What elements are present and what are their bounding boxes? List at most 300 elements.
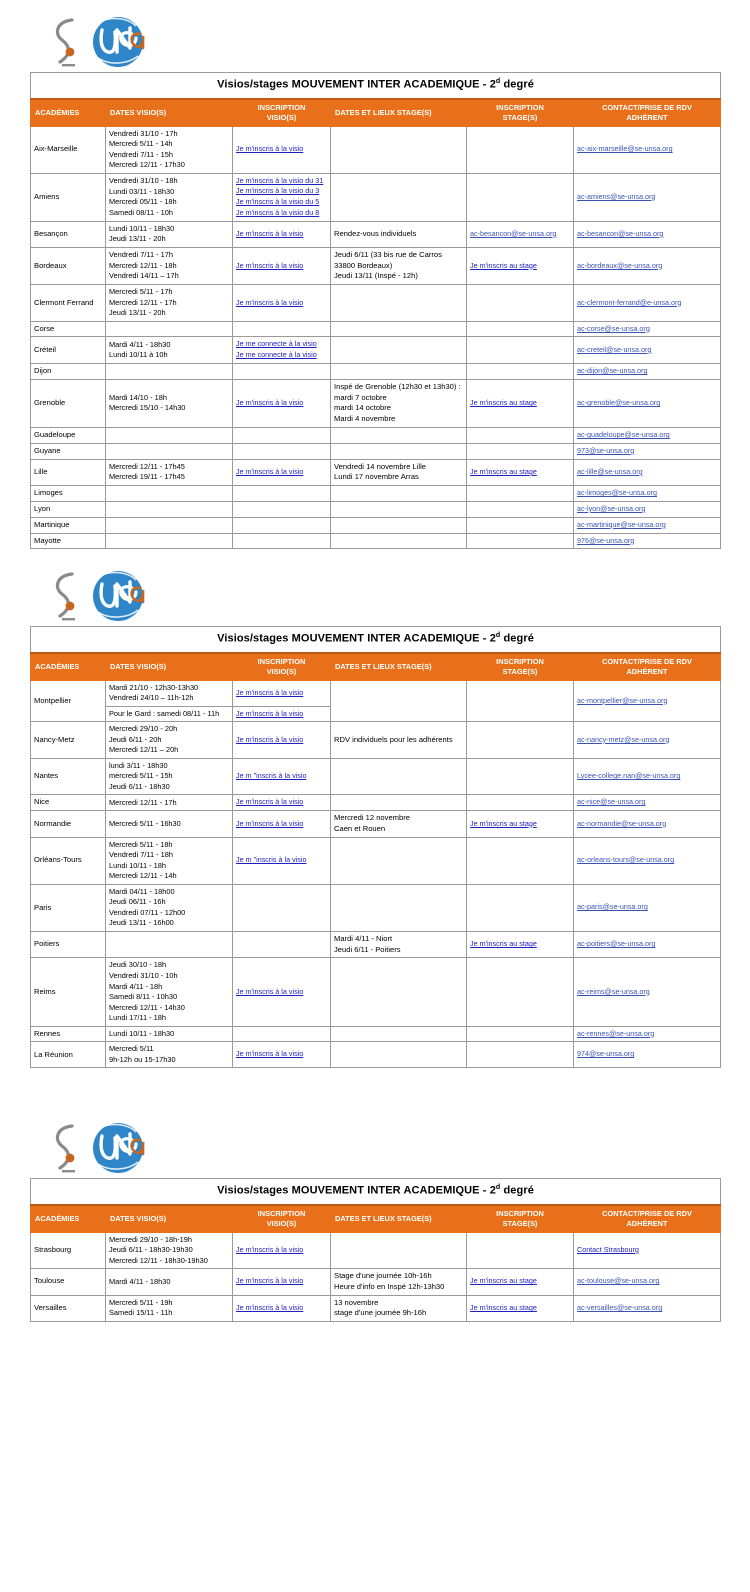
registration-link[interactable]: Je m'inscris à la visio <box>236 1303 304 1312</box>
schedule-table-1-wrapper <box>30 72 720 549</box>
header-text-line: VISIO(S) <box>266 112 297 122</box>
date-line: Mardi 4/11 - 18h <box>109 981 163 991</box>
se-unsa-logo <box>44 1120 750 1178</box>
email-link[interactable]: ac-toulouse@se-unsa.org <box>577 1276 660 1286</box>
contact-cell <box>574 1042 721 1068</box>
date-line: Mercredi 05/11 - 18h <box>109 197 177 207</box>
academie-name: Créteil <box>34 344 56 354</box>
dates-lieux-stage-cell <box>331 321 467 337</box>
inscription-visio-cell <box>233 811 331 838</box>
dates-lieux-stage-cell <box>331 517 467 533</box>
registration-link[interactable]: Je m'inscris à la visio <box>236 466 304 476</box>
email-link[interactable]: ac-martinique@se-unsa.org <box>577 519 666 529</box>
cell-text-line: Jeudi 6/11 - Poitiers <box>334 944 401 954</box>
header-text-line: STAGE(S) <box>502 1218 538 1228</box>
date-line: Jeudi 13/11 - 20h <box>109 308 166 318</box>
date-line: Mercredi 12/11 - 14h <box>109 871 177 881</box>
dates-lieux-stage-cell <box>331 221 467 247</box>
academie-name: Nancy-Metz <box>34 734 75 744</box>
date-line: Mercredi 15/10 - 14h30 <box>109 403 186 413</box>
contact-cell <box>574 443 721 459</box>
email-link[interactable]: ac-nice@se-unsa.org <box>577 797 646 807</box>
inscription-stage-cell <box>467 795 574 811</box>
header-text-line: DATES ET LIEUX STAGE(S) <box>335 662 432 672</box>
academie-cell <box>31 364 106 380</box>
email-link[interactable]: ac-aix-marseille@se-unsa.org <box>577 144 673 154</box>
registration-link[interactable]: Je me connecte à la visio <box>236 339 317 349</box>
column-header-contact <box>574 653 721 680</box>
inscription-visio-cell <box>233 364 331 380</box>
registration-link[interactable]: Je m'inscris à la visio <box>236 986 304 996</box>
cell-text-line: Heure d'info en Inspé 12h-13h30 <box>334 1281 445 1291</box>
registration-link[interactable]: Je m'inscris à la visio <box>236 1049 304 1059</box>
dates-lieux-stage-cell <box>331 247 467 284</box>
registration-link[interactable]: Je m'inscris à la visio <box>236 797 304 807</box>
inscription-visio-cell <box>233 321 331 337</box>
cell-text-line: Mercredi 12 novembre <box>334 813 410 823</box>
date-line: Jeudi 06/11 - 16h <box>109 897 166 907</box>
date-line: Mardi 04/11 - 18h00 <box>109 886 175 896</box>
dates-visio-cell <box>106 443 233 459</box>
academie-name: Guadeloupe <box>34 430 76 439</box>
date-line: Mercredi 5/11 - 18h <box>109 839 173 849</box>
academie-cell <box>31 126 106 173</box>
column-header-academies <box>31 1205 106 1232</box>
inscription-stage-cell <box>467 379 574 427</box>
email-link[interactable]: ac-dijon@se-unsa.org <box>577 366 648 376</box>
registration-link[interactable]: Je m'inscris à la visio <box>236 144 304 154</box>
table-row <box>31 1042 721 1068</box>
contact-cell <box>574 501 721 517</box>
email-link[interactable]: ac-grenoble@se-unsa.org <box>577 398 661 408</box>
dates-lieux-stage-cell <box>331 459 467 486</box>
email-link[interactable]: ac-creteil@se-unsa.org <box>577 344 652 354</box>
table-row <box>31 173 721 221</box>
registration-link[interactable]: Je m'inscris à la visio <box>236 228 304 238</box>
column-header-dates-lieux-stage <box>331 99 467 126</box>
header-text-line: INSCRIPTION <box>257 1209 306 1219</box>
date-line: Samedi 8/11 - 10h30 <box>109 992 178 1002</box>
header-text-line: DATES ET LIEUX STAGE(S) <box>335 108 432 118</box>
inscription-stage-cell <box>467 428 574 444</box>
academie-cell <box>31 795 106 811</box>
email-link[interactable]: ac-rennes@se-unsa.org <box>577 1028 655 1038</box>
table-row <box>31 795 721 811</box>
schedule-table-1 <box>30 72 721 549</box>
inscription-stage-cell <box>467 1295 574 1322</box>
schedule-table-3-wrapper <box>30 1178 720 1322</box>
table-row <box>31 126 721 173</box>
inscription-visio-cell <box>233 958 331 1026</box>
academie-cell <box>31 837 106 884</box>
date-line: Samedi 08/11 - 10h <box>109 207 173 217</box>
dates-lieux-stage-cell <box>331 285 467 322</box>
date-line: Vendredi 14/11 – 17h <box>109 271 179 281</box>
academie-cell <box>31 1269 106 1296</box>
column-header-contact <box>574 1205 721 1232</box>
contact-cell <box>574 247 721 284</box>
table-row <box>31 517 721 533</box>
academie-cell <box>31 958 106 1026</box>
date-line: Vendredi 31/10 - 17h <box>109 128 178 138</box>
email-link[interactable]: ac-besancon@se-unsa.org <box>470 228 557 238</box>
date-line: Mercredi 12/11 - 17h <box>109 297 177 307</box>
table-row <box>31 884 721 931</box>
contact-cell <box>574 459 721 486</box>
academie-name: Paris <box>34 902 52 912</box>
inscription-stage-cell <box>467 517 574 533</box>
cell-text-line: mardi 14 octobre <box>334 403 391 413</box>
academie-cell <box>31 221 106 247</box>
date-line: Vendredi 7/11 - 18h <box>109 850 173 860</box>
document-page-2 <box>0 568 750 1068</box>
contact-cell <box>574 837 721 884</box>
date-line: Mercredi 29/10 - 18h-19h <box>109 1234 192 1244</box>
header-text-line: INSCRIPTION <box>496 1209 544 1219</box>
schedule-table-3 <box>30 1178 721 1322</box>
column-header-inscription-visio <box>233 99 331 126</box>
email-link[interactable]: 974@se-unsa.org <box>577 1049 635 1059</box>
date-line: Mercredi 5/11 - 19h <box>109 1297 173 1307</box>
header-text-line: DATES VISIO(S) <box>110 1214 167 1224</box>
date-line: Jeudi 6/11 - 18h30 <box>109 781 170 791</box>
dates-visio-cell <box>106 321 233 337</box>
inscription-stage-cell <box>467 364 574 380</box>
registration-link[interactable]: Je m'inscris à la visio du 31 <box>236 175 324 185</box>
dates-lieux-stage-cell <box>331 443 467 459</box>
contact-cell <box>574 758 721 795</box>
academie-name: Clermont Ferrand <box>34 297 94 307</box>
table-row <box>31 221 721 247</box>
header-text-line: INSCRIPTION <box>496 103 544 113</box>
date-line: Mercredi 29/10 - 20h <box>109 724 178 734</box>
academie-name: Strasbourg <box>34 1244 72 1254</box>
dates-visio-cell <box>106 533 233 549</box>
date-line: Vendredi 7/11 - 17h <box>109 250 173 260</box>
registration-link[interactable]: Je m'inscris à la visio <box>236 297 304 307</box>
registration-link[interactable]: Je m'inscris au stage <box>470 466 537 476</box>
academie-cell <box>31 501 106 517</box>
header-text-line: ACADÉMIES <box>35 108 80 118</box>
inscription-stage-cell <box>467 501 574 517</box>
dates-lieux-stage-cell <box>331 428 467 444</box>
inscription-visio-cell <box>233 337 331 364</box>
contact-cell <box>574 221 721 247</box>
dates-lieux-stage-cell <box>331 364 467 380</box>
dates-visio-cell <box>106 486 233 502</box>
email-link[interactable]: ac-poitiers@se-unsa.org <box>577 939 656 949</box>
registration-link[interactable]: Je m'inscris à la visio <box>236 818 304 828</box>
academie-name: Besançon <box>34 228 68 238</box>
table-title-row <box>31 73 721 100</box>
date-line: Lundi 03/11 - 18h30 <box>109 186 175 196</box>
table-title: Visios/stages MOUVEMENT INTER ACADEMIQUE - 2$^d$ degré <box>31 1179 721 1206</box>
date-line: Mardi 4/11 - 18h30 <box>109 339 171 349</box>
date-line: Jeudi 6/11 - 18h30-19h30 <box>109 1245 193 1255</box>
inscription-visio-cell <box>233 795 331 811</box>
table-row <box>31 364 721 380</box>
contact-cell <box>574 722 721 759</box>
table-row <box>31 958 721 1026</box>
registration-link[interactable]: Je m'inscris à la visio <box>236 398 304 408</box>
cell-text-line: Stage d'une journée 10h-16h <box>334 1271 432 1281</box>
inscription-visio-cell <box>233 837 331 884</box>
cell-text-line: Inspé de Grenoble (12h30 et 13h30) : <box>334 381 461 391</box>
table-row <box>31 247 721 284</box>
inscription-visio-cell <box>233 285 331 322</box>
logo-graphic <box>44 568 154 626</box>
email-link[interactable]: ac-paris@se-unsa.org <box>577 902 648 912</box>
dates-lieux-stage-cell <box>331 758 467 795</box>
date-line: mercredi 5/11 - 15h <box>109 771 173 781</box>
dates-visio-cell <box>106 884 233 931</box>
email-link[interactable]: ac-lyon@se-unsa.org <box>577 503 646 513</box>
date-line: Mercredi 5/11 - 16h30 <box>109 818 181 828</box>
academie-name: Reims <box>34 986 56 996</box>
academie-name: Aix-Marseille <box>34 144 78 154</box>
academie-cell <box>31 811 106 838</box>
registration-link[interactable]: Je me connecte à la visio <box>236 350 317 360</box>
table-row <box>31 722 721 759</box>
email-link[interactable]: ac-versailles@se-unsa.org <box>577 1303 663 1312</box>
dates-visio-cell <box>106 517 233 533</box>
dates-visio-cell <box>106 428 233 444</box>
inscription-stage-cell <box>467 931 574 958</box>
date-line: Jeudi 6/11 - 20h <box>109 734 162 744</box>
date-line: Lundi 10/11 - 18h30 <box>109 223 175 233</box>
academie-name: Martinique <box>34 519 70 529</box>
inscription-visio-cell <box>233 758 331 795</box>
dates-visio-cell <box>106 837 233 884</box>
academie-name: Guyane <box>34 445 61 455</box>
email-link[interactable]: ac-lille@se-unsa.org <box>577 466 643 476</box>
dates-visio-cell <box>106 958 233 1026</box>
dates-visio-cell <box>106 459 233 486</box>
header-text-line: CONTACT/PRISE DE RDV <box>602 1209 692 1219</box>
registration-link[interactable]: Je m'inscris au stage <box>470 1303 537 1312</box>
dates-visio-cell <box>106 379 233 427</box>
email-link[interactable]: ac-amiens@se-unsa.org <box>577 191 656 201</box>
dates-lieux-stage-cell <box>331 1042 467 1068</box>
email-link[interactable]: ac-orleans-tours@se-unsa.org <box>577 855 675 865</box>
academie-cell <box>31 722 106 759</box>
date-line: Mercredi 12/11 - 14h30 <box>109 1002 185 1012</box>
inscription-stage-cell <box>467 459 574 486</box>
cell-text-line: Jeudi 6/11 (33 bis rue de Carros <box>334 249 442 259</box>
registration-link[interactable]: Je m'inscris à la visio du 3 <box>236 186 320 196</box>
registration-link[interactable]: Je m'inscris au stage <box>470 1276 537 1286</box>
email-link[interactable]: ac-nancy-metz@se-unsa.org <box>577 734 670 744</box>
academie-name: Lille <box>34 466 48 476</box>
header-text-line: ADHÉRENT <box>626 666 668 676</box>
academie-cell <box>31 443 106 459</box>
header-text-line: INSCRIPTION <box>496 657 544 667</box>
date-line: Vendredi 07/11 - 12h00 <box>109 907 186 917</box>
cell-text-line: stage d'une journée 9h-16h <box>334 1308 427 1318</box>
academie-name: La Réunion <box>34 1049 73 1059</box>
inscription-stage-cell <box>467 680 574 722</box>
registration-link[interactable]: Je m'inscris à la visio <box>236 260 304 270</box>
academie-cell <box>31 379 106 427</box>
cell-text-line: Mardi 4 novembre <box>334 414 396 424</box>
table-row <box>31 337 721 364</box>
email-link[interactable]: ac-reims@se-unsa.org <box>577 986 650 996</box>
inscription-stage-cell <box>467 1269 574 1296</box>
registration-link[interactable]: Je m "inscris à la visio <box>236 771 307 781</box>
dates-visio-cell <box>106 1026 233 1042</box>
contact-cell <box>574 517 721 533</box>
email-link[interactable]: ac-montpellier@se-unsa.org <box>577 695 668 705</box>
column-header-inscription-visio <box>233 1205 331 1232</box>
email-link[interactable]: ac-bordeaux@se-unsa.org <box>577 260 663 270</box>
academie-cell <box>31 680 106 722</box>
dates-visio-cell <box>106 221 233 247</box>
inscription-visio-cell <box>233 706 331 722</box>
date-line: Pour le Gard : samedi 08/11 - 11h <box>109 708 220 718</box>
dates-lieux-stage-cell <box>331 1269 467 1296</box>
inscription-visio-cell <box>233 443 331 459</box>
table-title-row <box>31 627 721 654</box>
academie-name: Versailles <box>34 1303 67 1313</box>
schedule-table-2 <box>30 626 721 1068</box>
email-link[interactable]: ac-guadeloupe@se-unsa.org <box>577 430 670 439</box>
table-row <box>31 931 721 958</box>
header-text-line: INSCRIPTION <box>257 657 306 667</box>
table-row <box>31 501 721 517</box>
table-row <box>31 486 721 502</box>
table-title: Visios/stages MOUVEMENT INTER ACADEMIQUE - 2$^d$ degré <box>31 627 721 654</box>
registration-link[interactable]: Je m'inscris au stage <box>470 939 537 949</box>
date-line: Mercredi 19/11 - 17h45 <box>109 472 185 482</box>
registration-link[interactable]: Je m "inscris à la visio <box>236 855 307 865</box>
dates-visio-cell <box>106 1232 233 1269</box>
email-link[interactable]: ac-besancon@se-unsa.org <box>577 228 664 238</box>
contact-cell <box>574 1269 721 1296</box>
dates-lieux-stage-cell <box>331 811 467 838</box>
inscription-stage-cell <box>467 533 574 549</box>
column-header-academies <box>31 99 106 126</box>
registration-link[interactable]: Je m'inscris au stage <box>470 818 537 828</box>
inscription-visio-cell <box>233 1026 331 1042</box>
email-link[interactable]: ac-limoges@se-unsa.org <box>577 488 658 498</box>
table-body-2 <box>31 627 721 1068</box>
academie-cell <box>31 1295 106 1322</box>
column-header-dates-visio <box>106 653 233 680</box>
dates-lieux-stage-cell <box>331 533 467 549</box>
dates-lieux-stage-cell <box>331 958 467 1026</box>
registration-link[interactable]: Je m'inscris à la visio <box>236 687 304 697</box>
academie-name: Orléans-Tours <box>34 855 82 865</box>
registration-link[interactable]: Contact Strasbourg <box>577 1244 639 1254</box>
date-line: Lundi 17/11 - 18h <box>109 1013 166 1023</box>
contact-cell <box>574 285 721 322</box>
header-text-line: ADHÉRENT <box>626 112 668 122</box>
date-line: Vendredi 31/10 - 10h <box>109 971 178 980</box>
inscription-stage-cell <box>467 1232 574 1269</box>
contact-cell <box>574 173 721 221</box>
dates-visio-cell <box>106 364 233 380</box>
cell-text-line: Mardi 4/11 - Niort <box>334 933 393 943</box>
registration-link[interactable]: Je m'inscris à la visio du 8 <box>236 207 320 217</box>
academie-cell <box>31 428 106 444</box>
column-header-dates-visio <box>106 99 233 126</box>
date-line: Mercredi 12/11 – 20h <box>109 745 179 755</box>
inscription-stage-cell <box>467 1042 574 1068</box>
contact-cell <box>574 379 721 427</box>
date-line: Vendredi 31/10 - 18h <box>109 176 178 186</box>
contact-cell <box>574 931 721 958</box>
inscription-visio-cell <box>233 722 331 759</box>
degree-superscript: d <box>495 78 501 85</box>
inscription-visio-cell <box>233 884 331 931</box>
contact-cell <box>574 337 721 364</box>
inscription-visio-cell <box>233 379 331 427</box>
header-text-line: STAGE(S) <box>502 666 538 676</box>
academie-cell <box>31 1232 106 1269</box>
inscription-visio-cell <box>233 1269 331 1296</box>
registration-link[interactable]: Je m'inscris à la visio <box>236 734 304 744</box>
inscription-stage-cell <box>467 221 574 247</box>
academie-cell <box>31 533 106 549</box>
academie-name: Normandie <box>34 818 72 828</box>
registration-link[interactable]: Je m'inscris au stage <box>470 260 537 270</box>
dates-lieux-stage-cell <box>331 837 467 884</box>
inscription-visio-cell <box>233 533 331 549</box>
date-line: Mardi 14/10 - 18h <box>109 392 167 402</box>
date-line: Jeudi 13/11 - 20h <box>109 234 166 244</box>
column-header-inscription-stage <box>467 1205 574 1232</box>
date-line: Mardi 21/10 - 12h30-13h30 <box>109 682 199 692</box>
date-line: Lundi 10/11 - 18h30 <box>109 1028 175 1038</box>
inscription-visio-cell <box>233 247 331 284</box>
document-page-1 <box>0 14 750 549</box>
email-link[interactable]: 973@se-unsa.org <box>577 445 635 455</box>
table-row <box>31 321 721 337</box>
header-text-line: DATES VISIO(S) <box>110 662 167 672</box>
registration-link[interactable]: Je m'inscris à la visio <box>236 1244 304 1254</box>
column-header-inscription-stage <box>467 653 574 680</box>
table-body-1 <box>31 73 721 549</box>
dates-visio-cell <box>106 931 233 958</box>
inscription-visio-cell <box>233 1232 331 1269</box>
contact-cell <box>574 1026 721 1042</box>
academie-name: Poitiers <box>34 939 60 949</box>
registration-link[interactable]: Je m'inscris au stage <box>470 398 537 408</box>
registration-link[interactable]: Je m'inscris à la visio du 5 <box>236 197 320 207</box>
registration-link[interactable]: Je m'inscris à la visio <box>236 708 304 718</box>
academie-name: Grenoble <box>34 398 66 408</box>
dates-lieux-stage-cell <box>331 884 467 931</box>
email-link[interactable]: ac-corse@se-unsa.org <box>577 323 650 333</box>
column-header-dates-lieux-stage <box>331 1205 467 1232</box>
inscription-stage-cell <box>467 722 574 759</box>
email-link[interactable]: ac-clermont-ferrand@e-unsa.org <box>577 297 682 307</box>
header-text-line: ACADÉMIES <box>35 662 80 672</box>
email-link[interactable]: ac-normandie@se-unsa.org <box>577 818 667 828</box>
date-line: lundi 3/11 - 18h30 <box>109 760 168 770</box>
registration-link[interactable]: Je m'inscris à la visio <box>236 1276 304 1286</box>
date-line: Mardi 4/11 - 18h30 <box>109 1276 171 1286</box>
academie-cell <box>31 758 106 795</box>
date-line: Lundi 10/11 - 18h <box>109 860 166 870</box>
header-text-line: CONTACT/PRISE DE RDV <box>602 657 692 667</box>
date-line: Mercredi 12/11 - 18h30-19h30 <box>109 1255 208 1265</box>
email-link[interactable]: 976@se-unsa.org <box>577 535 635 545</box>
contact-cell <box>574 680 721 722</box>
email-link[interactable]: Lycee-college.nan@se-unsa.org <box>577 771 681 781</box>
table-row <box>31 758 721 795</box>
dates-lieux-stage-cell <box>331 1232 467 1269</box>
